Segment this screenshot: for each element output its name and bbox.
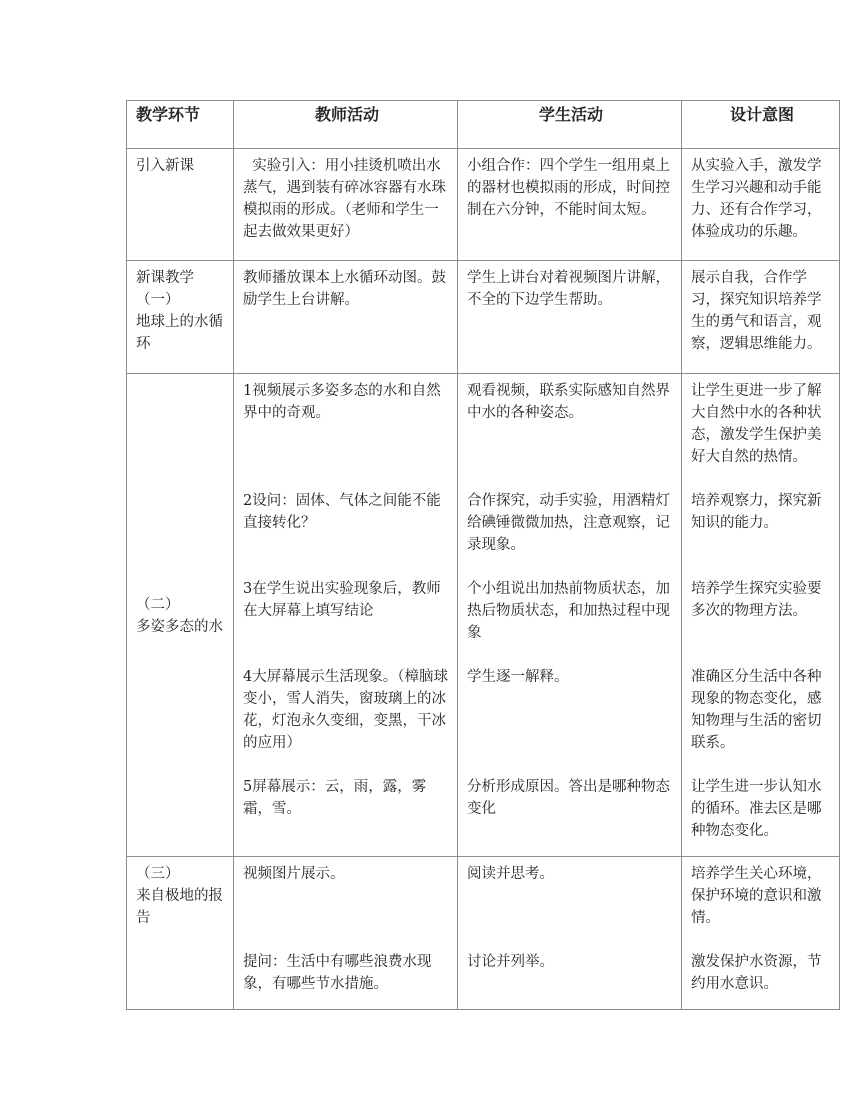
student-text: 分析形成原因。答出是哪种物态变化 <box>467 779 670 817</box>
teacher-text: 5屏幕展示：云，雨，露，雾霜，雪。 <box>243 779 427 817</box>
student-text: 阅读并思考。 <box>467 866 554 882</box>
intent-text: 培养学生关心环境，保护环境的意识和激情。 <box>691 866 822 926</box>
student-text: 合作探究，动手实验，用酒精灯给碘锤微微加热，注意观察，记录现象。 <box>467 493 670 553</box>
student-cell <box>458 149 682 261</box>
stage-cell <box>127 374 234 857</box>
intent-text: 让学生更进一步了解大自然中水的各种状态，激发学生保护美好大自然的热情。 <box>691 383 822 465</box>
teacher-text: 教师播放课本上水循环动图。鼓励学生上台讲解。 <box>243 270 446 308</box>
student-text: 个小组说出加热前物质状态，加热后物质状态，和加热过程中现象 <box>467 581 670 641</box>
teacher-text: 提问：生活中有哪些浪费水现象，有哪些节水措施。 <box>243 954 432 992</box>
stage-text: 新课教学 <box>136 270 194 286</box>
table-row <box>127 261 840 374</box>
teacher-text: 3在学生说出实验现象后，教师在大屏幕上填写结论 <box>243 581 441 619</box>
intent-text: 激发保护水资源，节约用水意识。 <box>691 954 822 992</box>
student-text: 讨论并列举。 <box>467 954 554 970</box>
header-teacher-activity: 教师活动 <box>234 101 458 149</box>
table-row <box>127 149 840 261</box>
intent-cell <box>682 261 840 374</box>
intent-text: 让学生进一步认知水的循环。准去区是哪种物态变化。 <box>691 779 822 839</box>
header-student-activity: 学生活动 <box>458 101 682 149</box>
intent-text: 培养观察力，探究新知识的能力。 <box>691 493 822 531</box>
stage-text: （一） <box>136 292 180 308</box>
header-design-intent: 设计意图 <box>682 101 840 149</box>
stage-text: 引入新课 <box>136 158 194 174</box>
teacher-text: 2设问：固体、气体之间能不能直接转化？ <box>243 493 441 531</box>
header-row <box>127 101 840 149</box>
student-text: 小组合作：四个学生一组用桌上的器材也模拟雨的形成，时间控制在六分钟，不能时间太短。 <box>467 158 670 218</box>
student-text: 学生逐一解释。 <box>467 669 569 685</box>
teacher-cell <box>234 857 458 1010</box>
student-text: 学生上讲台对着视频图片讲解，不全的下边学生帮助。 <box>467 270 670 308</box>
stage-cell <box>127 149 234 261</box>
teacher-text: 4大屏幕展示生活现象。（樟脑球变小，雪人消失，窗玻璃上的冰花，灯泡永久变细，变黑，干冰的应用） <box>243 669 448 751</box>
stage-text: （三） <box>136 866 180 882</box>
teacher-text: 实验引入：用小挂烫机喷出水蒸气，遇到装有碎冰容器有水珠模拟雨的形成。（老师和学生一起去做效果更好） <box>243 158 446 240</box>
table-row <box>127 857 840 1010</box>
teacher-cell <box>234 149 458 261</box>
intent-text: 准确区分生活中各种现象的物态变化，感知物理与生活的密切联系。 <box>691 669 822 751</box>
header-stage: 教学环节 <box>127 101 234 149</box>
teacher-cell <box>234 374 458 857</box>
teacher-cell <box>234 261 458 374</box>
student-cell <box>458 261 682 374</box>
student-cell <box>458 374 682 857</box>
intent-cell <box>682 374 840 857</box>
stage-cell <box>127 857 234 1010</box>
intent-cell <box>682 857 840 1010</box>
lesson-plan-table <box>126 100 840 1010</box>
intent-text: 展示自我，合作学习，探究知识培养学生的勇气和语言，观察，逻辑思维能力。 <box>691 270 822 352</box>
stage-cell <box>127 261 234 374</box>
stage-text: （二） <box>136 597 180 613</box>
intent-text: 从实验入手，激发学生学习兴趣和动手能力、还有合作学习，体验成功的乐趣。 <box>691 158 822 240</box>
stage-text: 多姿多态的水 <box>136 619 223 635</box>
stage-text: 地球上的水循环 <box>136 314 223 352</box>
table-row <box>127 374 840 857</box>
student-cell <box>458 857 682 1010</box>
stage-text: 来自极地的报告 <box>136 888 223 926</box>
intent-cell <box>682 149 840 261</box>
teacher-text: 视频图片展示。 <box>243 866 345 882</box>
teacher-text: 1视频展示多姿多态的水和自然界中的奇观。 <box>243 383 441 421</box>
intent-text: 培养学生探究实验要多次的物理方法。 <box>691 581 822 619</box>
student-text: 观看视频，联系实际感知自然界中水的各种姿态。 <box>467 383 670 421</box>
